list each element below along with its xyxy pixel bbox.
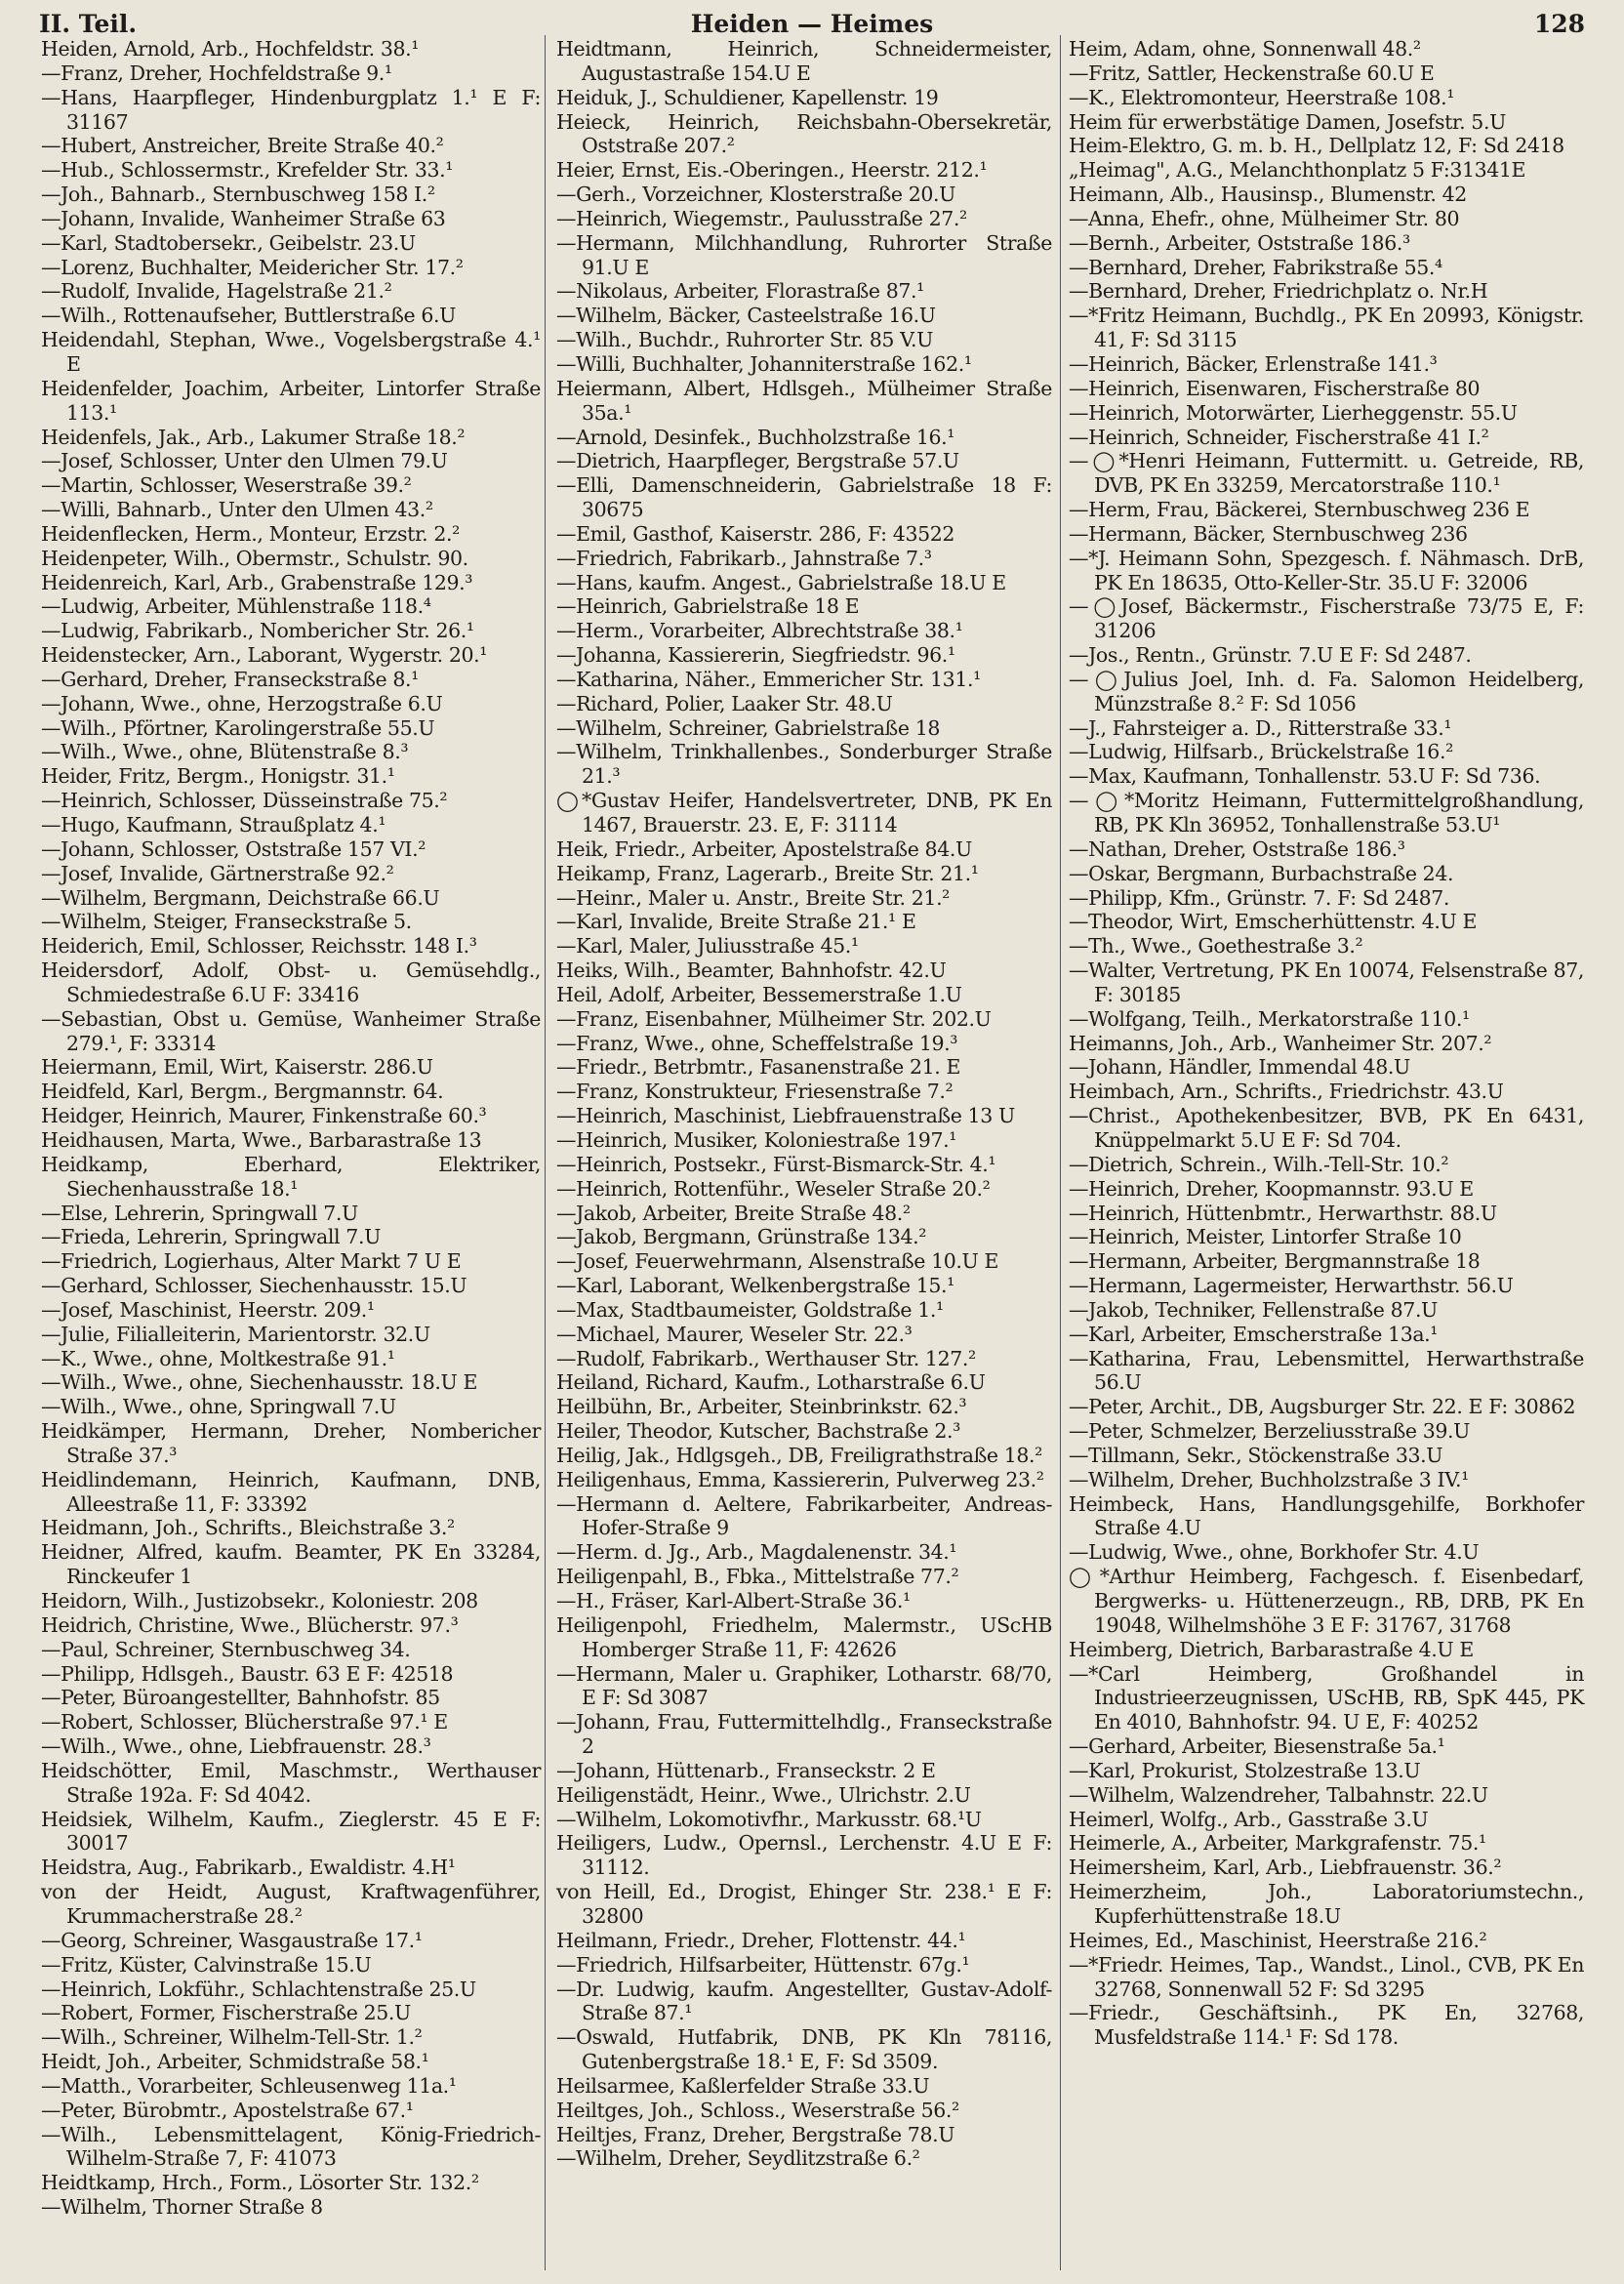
directory-entry: Heimersheim, Karl, Arb., Liebfrauenstr. 36.² (1069, 1856, 1502, 1880)
directory-entry: —Emil, Gasthof, Kaiserstr. 286, F: 43522 (556, 521, 955, 546)
directory-entry: —*Carl Heimberg, Großhandel in Industrieerzeugnissen, UScHB, RB, SpK 445, PK En 4010, Bahnhofstr. 94. U E, F: 40252 (1069, 1661, 1584, 1734)
directory-entry: Heiltges, Joh., Schloss., Weserstraße 56.² (556, 2098, 959, 2122)
directory-entry: —Hermann, Arbeiter, Bergmannstraße 18 (1069, 1249, 1481, 1274)
directory-entry: —Johann, Händler, Immendal 48.U (1069, 1055, 1410, 1080)
directory-entry: —◯Julius Joel, Inh. d. Fa. Salomon Heidelberg, Münzstraße 8.² F: Sd 1056 (1069, 667, 1584, 715)
directory-entry: Heimerl, Wolfg., Arb., Gasstraße 3.U (1069, 1807, 1429, 1831)
directory-entry: —Walter, Vertretung, PK En 10074, Felsenstraße 87, F: 30185 (1069, 958, 1584, 1006)
directory-entry: Heiland, Richard, Kaufm., Lotharstraße 6.U (556, 1370, 986, 1395)
directory-entry: —Peter, Archit., DB, Augsburger Str. 22. E F: 30862 (1069, 1395, 1576, 1419)
directory-entry: —Hugo, Kaufmann, Straußplatz 4.¹ (41, 813, 386, 836)
directory-entry: —Karl, Maler, Juliusstraße 45.¹ (556, 934, 859, 958)
directory-entry: —Rudolf, Invalide, Hagelstraße 21.² (41, 279, 392, 304)
directory-column-2 (556, 37, 1052, 2171)
directory-entry: —Josef, Schlosser, Unter den Ulmen 79.U (41, 449, 448, 473)
directory-entry: —*Fritz Heimann, Buchdlg., PK En 20993, Königstr. 41, F: Sd 3115 (1069, 304, 1584, 352)
directory-entry: —Katharina, Frau, Lebensmittel, Herwarthstraße 56.U (1069, 1346, 1584, 1395)
directory-entry: —Arnold, Desinfek., Buchholzstraße 16.¹ (556, 425, 955, 449)
directory-entry: Heidenflecken, Herm., Monteur, Erzstr. 2.² (41, 521, 460, 546)
directory-entry: —◯Josef, Bäckermstr., Fischerstraße 73/75 E, F: 31206 (1069, 594, 1584, 643)
directory-entry: —Gerh., Vorzeichner, Klosterstraße 20.U (556, 183, 956, 207)
directory-entry: —Max, Stadtbaumeister, Goldstraße 1.¹ (556, 1297, 944, 1322)
directory-column-1 (41, 37, 541, 2220)
directory-entry: —◯*Moritz Heimann, Futtermittelgroßhandlung, RB, PK Kln 36952, Tonhallenstraße 53.U¹ (1069, 789, 1584, 836)
directory-entry: —H., Fräser, Karl-Albert-Straße 36.¹ (556, 1589, 911, 1612)
directory-entry: —Frieda, Lehrerin, Springwall 7.U (41, 1225, 381, 1249)
directory-entry: —Th., Wwe., Goethestraße 3.² (1069, 934, 1363, 958)
directory-entry: —Paul, Schreiner, Sternbuschweg 34. (41, 1637, 411, 1661)
directory-entry: —Else, Lehrerin, Springwall 7.U (41, 1201, 358, 1225)
part-label: II. Teil. (39, 10, 138, 38)
directory-entry: Heidorn, Wilh., Justizobsekr., Koloniestr. 208 (41, 1589, 478, 1612)
directory-entry: —Heinrich, Dreher, Koopmannstr. 93.U E (1069, 1176, 1474, 1201)
directory-entry: —Wilh., Wwe., ohne, Liebfrauenstr. 28.³ (41, 1734, 431, 1759)
column-divider (545, 35, 546, 2270)
column-divider (1060, 35, 1061, 2270)
directory-entry: —Wilh., Wwe., ohne, Springwall 7.U (41, 1395, 396, 1419)
directory-entry: —Georg, Schreiner, Wasgaustraße 17.¹ (41, 1928, 423, 1952)
directory-entry: —Johann, Schlosser, Oststraße 157 VI.² (41, 836, 426, 861)
directory-entry: Heiligenpohl, Friedhelm, Malermstr., UScHB Homberger Straße 11, F: 42626 (556, 1612, 1052, 1661)
page-header (39, 6, 1585, 41)
directory-entry: —Hermann d. Aeltere, Fabrikarbeiter, Andreas-Hofer-Straße 9 (556, 1491, 1052, 1540)
directory-entry: Heilsarmee, Kaßlerfelder Straße 33.U (556, 2073, 930, 2098)
directory-entry: —Heinrich, Schneider, Fischerstraße 41 I.² (1069, 425, 1489, 449)
directory-entry: —Wilhelm, Bäcker, Casteelstraße 16.U (556, 304, 936, 328)
directory-column-3 (1069, 37, 1584, 2050)
directory-entry: Heidkamp, Eberhard, Elektriker, Siechenhausstraße 18.¹ (41, 1152, 541, 1201)
directory-entry: —Wilhelm, Walzendreher, Talbahnstr. 22.U (1069, 1782, 1488, 1807)
directory-entry: Heidlindemann, Heinrich, Kaufmann, DNB, Alleestraße 11, F: 33392 (41, 1467, 541, 1516)
directory-entry: —Josef, Invalide, Gärtnerstraße 92.² (41, 861, 394, 885)
directory-entry: —Johann, Invalide, Wanheimer Straße 63 (41, 206, 446, 230)
directory-entry: —Karl, Prokurist, Stolzestraße 13.U (1069, 1758, 1421, 1782)
directory-entry: —Anna, Ehefr., ohne, Mülheimer Str. 80 (1069, 206, 1460, 230)
directory-entry: Heikamp, Franz, Lagerarb., Breite Str. 21.¹ (556, 861, 979, 885)
directory-entry: Heiligenstädt, Heinr., Wwe., Ulrichstr. 2.U (556, 1782, 971, 1807)
directory-entry: —Hubert, Anstreicher, Breite Straße 40.² (41, 134, 444, 158)
directory-entry: —Gerhard, Dreher, Franseckstraße 8.¹ (41, 667, 419, 691)
directory-entry: Heidenfelder, Joachim, Arbeiter, Lintorfer Straße 113.¹ (41, 376, 541, 425)
directory-entry: —Peter, Bürobmtr., Apostelstraße 67.¹ (41, 2098, 414, 2122)
directory-entry: von der Heidt, August, Kraftwagenführer, Krummacherstraße 28.² (41, 1880, 541, 1928)
directory-entry: —Wolfgang, Teilh., Merkatorstraße 110.¹ (1069, 1006, 1470, 1031)
directory-entry: —Heinrich, Lokführ., Schlachtenstraße 25.U (41, 1977, 476, 2001)
directory-entry: —Heinrich, Postsekr., Fürst-Bismarck-Str. 4.¹ (556, 1152, 996, 1176)
directory-entry: —Peter, Schmelzer, Berzeliusstraße 39.U (1069, 1419, 1470, 1444)
directory-entry: —Christ., Apothekenbesitzer, BVB, PK En 6431, Knüppelmarkt 5.U E F: Sd 704. (1069, 1104, 1584, 1152)
directory-entry: Heidersdorf, Adolf, Obst- u. Gemüsehdlg., Schmiedestraße 6.U F: 33416 (41, 958, 541, 1006)
directory-entry: —Heinrich, Gabrielstraße 18 E (556, 594, 860, 619)
directory-entry: Heimberg, Dietrich, Barbarastraße 4.U E (1069, 1637, 1474, 1661)
directory-entry: —Hans, Haarpfleger, Hindenburgplatz 1.¹ E F: 31167 (41, 85, 541, 134)
directory-entry: Heidner, Alfred, kaufm. Beamter, PK En 33284, Rinckeufer 1 (41, 1540, 541, 1589)
directory-entry: —Wilh., Rottenaufseher, Buttlerstraße 6.U (41, 304, 457, 328)
directory-entry: —Philipp, Hdlsgeh., Baustr. 63 E F: 42518 (41, 1661, 454, 1686)
directory-entry: —Heinrich, Eisenwaren, Fischerstraße 80 (1069, 376, 1481, 400)
directory-entry: —Oskar, Bergmann, Burbachstraße 24. (1069, 861, 1454, 885)
directory-entry: —Rudolf, Fabrikarb., Werthauser Str. 127.² (556, 1346, 976, 1370)
directory-entry: Heim für erwerbstätige Damen, Josefstr. 5.U (1069, 109, 1506, 134)
directory-entry: —Gerhard, Arbeiter, Biesenstraße 5a.¹ (1069, 1734, 1445, 1759)
directory-entry: —Michael, Maurer, Weseler Str. 22.³ (556, 1322, 913, 1346)
directory-entry: —Karl, Arbeiter, Emscherstraße 13a.¹ (1069, 1322, 1439, 1346)
directory-entry: —Matth., Vorarbeiter, Schleusenweg 11a.¹ (41, 2073, 457, 2098)
directory-entry: Heidsiek, Wilhelm, Kaufm., Zieglerstr. 45 E F: 30017 (41, 1807, 541, 1856)
directory-entry: „Heimag", A.G., Melanchthonplatz 5 F:31341E (1069, 158, 1526, 183)
directory-entry: —Wilh., Lebensmittelagent, König-Friedrich-Wilhelm-Straße 7, F: 41073 (41, 2122, 541, 2171)
directory-entry: Heilig, Jak., Hdlgsgeh., DB, Freiligrathstraße 18.² (556, 1443, 1042, 1467)
directory-entry: —Hub., Schlossermstr., Krefelder Str. 33.¹ (41, 158, 454, 183)
directory-entry: —Wilh., Schreiner, Wilhelm-Tell-Str. 1.² (41, 2025, 423, 2050)
directory-entry: —Gerhard, Schlosser, Siechenhausstr. 15.U (41, 1274, 467, 1298)
directory-entry: —Wilh., Pförtner, Karolingerstraße 55.U (41, 715, 435, 740)
directory-entry: —Friedr., Geschäftsinh., PK En, 32768, Musfeldstraße 114.¹ F: Sd 178. (1069, 2001, 1584, 2050)
directory-entry: Heidendahl, Stephan, Wwe., Vogelsbergstraße 4.¹ E (41, 328, 541, 376)
directory-entry: —Franz, Wwe., ohne, Scheffelstraße 19.³ (556, 1031, 958, 1055)
directory-entry: Heidtmann, Heinrich, Schneidermeister, Augustastraße 154.U E (556, 37, 1052, 85)
directory-entry: Heim-Elektro, G. m. b. H., Dellplatz 12, F: Sd 2418 (1069, 134, 1564, 158)
directory-entry: —Bernh., Arbeiter, Oststraße 186.³ (1069, 230, 1410, 255)
directory-entry: Heiduk, J., Schuldiener, Kapellenstr. 19 (556, 85, 939, 109)
directory-entry: —Heinrich, Rottenführ., Weseler Straße 20.² (556, 1176, 991, 1201)
directory-entry: Heier, Ernst, Eis.-Oberingen., Heerstr. 212.¹ (556, 158, 988, 183)
directory-entry: —Wilhelm, Bergmann, Deichstraße 66.U (41, 885, 440, 910)
directory-entry: —Max, Kaufmann, Tonhallenstr. 53.U F: Sd 736. (1069, 764, 1541, 789)
directory-entry: —Heinrich, Meister, Lintorfer Straße 10 (1069, 1225, 1462, 1249)
directory-entry: Heiligers, Ludw., Opernsl., Lerchenstr. 4.U E F: 31112. (556, 1831, 1052, 1880)
directory-entry: —Heinrich, Wiegemstr., Paulusstraße 27.² (556, 206, 967, 230)
directory-entry: —◯*Henri Heimann, Futtermitt. u. Getreide, RB, DVB, PK En 33259, Mercatorstraße 110.¹ (1069, 449, 1584, 498)
directory-entry: Heimerzheim, Joh., Laboratoriumstechn., Kupferhüttenstraße 18.U (1069, 1880, 1584, 1928)
directory-entry: —Herm. d. Jg., Arb., Magdalenenstr. 34.¹ (556, 1540, 957, 1565)
page-number: 128 (1533, 10, 1585, 38)
directory-entry: Heidger, Heinrich, Maurer, Finkenstraße 60.³ (41, 1104, 487, 1128)
directory-entry: —Ludwig, Wwe., ohne, Borkhofer Str. 4.U (1069, 1540, 1480, 1565)
directory-entry: Heimbeck, Hans, Handlungsgehilfe, Borkhofer Straße 4.U (1069, 1491, 1584, 1540)
directory-entry: —Josef, Maschinist, Heerstr. 209.¹ (41, 1297, 375, 1322)
directory-entry: —Karl, Stadtobersekr., Geibelstr. 23.U (41, 230, 416, 255)
directory-entry: Heiks, Wilh., Beamter, Bahnhofstr. 42.U (556, 958, 947, 983)
directory-entry: Heiligenhaus, Emma, Kassiererin, Pulverweg 23.² (556, 1467, 1044, 1491)
directory-entry: Heilbühn, Br., Arbeiter, Steinbrinkstr. 62.³ (556, 1395, 967, 1419)
directory-entry: —Karl, Invalide, Breite Straße 21.¹ E (556, 910, 916, 934)
directory-entry: —Robert, Schlosser, Blücherstraße 97.¹ E (41, 1710, 448, 1734)
directory-entry: Heidmann, Joh., Schrifts., Bleichstraße 3.² (41, 1516, 455, 1540)
directory-entry: —Karl, Laborant, Welkenbergstraße 15.¹ (556, 1274, 954, 1298)
directory-entry: —Wilhelm, Trinkhallenbes., Sonderburger Straße 21.³ (556, 740, 1052, 789)
directory-entry: —Dietrich, Haarpfleger, Bergstraße 57.U (556, 449, 959, 473)
directory-entry: —Wilh., Wwe., ohne, Blütenstraße 8.³ (41, 740, 409, 764)
directory-entry: —Franz, Konstrukteur, Friesenstraße 7.² (556, 1080, 954, 1104)
directory-entry: —Heinrich, Bäcker, Erlenstraße 141.³ (1069, 351, 1438, 376)
directory-entry: Heiderich, Emil, Schlosser, Reichsstr. 148 I.³ (41, 934, 477, 958)
directory-entry: —Friedrich, Fabrikarb., Jahnstraße 7.³ (556, 546, 932, 570)
directory-entry: —Fritz, Sattler, Heckenstraße 60.U E (1069, 61, 1435, 85)
directory-entry: —Elli, Damenschneiderin, Gabrielstraße 18 F: 30675 (556, 473, 1052, 522)
directory-entry: Heidhausen, Marta, Wwe., Barbarastraße 13 (41, 1127, 482, 1152)
directory-entry: —Hans, kaufm. Angest., Gabrielstraße 18.U E (556, 570, 1006, 594)
directory-entry: —Peter, Büroangestellter, Bahnhofstr. 85 (41, 1686, 440, 1710)
directory-entry: —Fritz, Küster, Calvinstraße 15.U (41, 1952, 372, 1977)
directory-entry: Heidfeld, Karl, Bergm., Bergmannstr. 64. (41, 1080, 444, 1104)
directory-entry: —Heinrich, Schlosser, Düsseinstraße 75.² (41, 789, 448, 813)
directory-entry: —Ludwig, Arbeiter, Mühlenstraße 118.⁴ (41, 594, 431, 619)
directory-entry: —Nikolaus, Arbeiter, Florastraße 87.¹ (556, 279, 924, 304)
directory-entry: —Tillmann, Sekr., Stöckenstraße 33.U (1069, 1443, 1443, 1467)
directory-entry: Heidenfels, Jak., Arb., Lakumer Straße 18.² (41, 425, 466, 449)
directory-entry: Heilmann, Friedr., Dreher, Flottenstr. 44.¹ (556, 1928, 966, 1952)
directory-entry: Heil, Adolf, Arbeiter, Bessemerstraße 1.U (556, 982, 962, 1006)
directory-entry: Heider, Fritz, Bergm., Honigstr. 31.¹ (41, 764, 395, 789)
directory-entry: —Wilhelm, Schreiner, Gabrielstraße 18 (556, 715, 940, 740)
directory-entry: —Heinrich, Motorwärter, Lierheggenstr. 55.U (1069, 400, 1518, 425)
directory-entry: —Jos., Rentn., Grünstr. 7.U E F: Sd 2487. (1069, 643, 1472, 668)
directory-entry: —Johann, Frau, Futtermittelhdlg., Franseckstraße 2 (556, 1710, 1052, 1759)
directory-entry: —Martin, Schlosser, Weserstraße 39.² (41, 473, 412, 498)
directory-entry: —J., Fahrsteiger a. D., Ritterstraße 33.¹ (1069, 715, 1452, 740)
directory-entry: —Friedr., Betrbmtr., Fasanenstraße 21. E (556, 1055, 961, 1080)
directory-entry: —Willi, Bahnarb., Unter den Ulmen 43.² (41, 498, 433, 522)
directory-entry: —Hermann, Maler u. Graphiker, Lotharstr. 68/70, E F: Sd 3087 (556, 1661, 1052, 1710)
directory-entry: Heidschötter, Emil, Maschmstr., Werthauser Straße 192a. F: Sd 4042. (41, 1758, 541, 1807)
directory-entry: —Philipp, Kfm., Grünstr. 7. F: Sd 2487. (1069, 885, 1450, 910)
directory-entry: —K., Wwe., ohne, Moltkestraße 91.¹ (41, 1346, 395, 1370)
directory-entry: Heidstra, Aug., Fabrikarb., Ewaldistr. 4.H¹ (41, 1856, 456, 1880)
directory-entry: —Dietrich, Schrein., Wilh.-Tell-Str. 10.² (1069, 1152, 1449, 1176)
directory-entry: Heimann, Alb., Hausinsp., Blumenstr. 42 (1069, 183, 1467, 207)
directory-entry: —Ludwig, Hilfsarb., Brückelstraße 16.² (1069, 740, 1453, 764)
directory-entry: —Wilh., Buchdr., Ruhrorter Str. 85 V.U (556, 328, 933, 352)
directory-entry: —Willi, Buchhalter, Johanniterstraße 162.¹ (556, 351, 972, 376)
directory-entry: —Heinrich, Musiker, Koloniestraße 197.¹ (556, 1127, 957, 1152)
directory-entry: Heidkämper, Hermann, Dreher, Nombericher Straße 37.³ (41, 1419, 541, 1467)
directory-entry: —Bernhard, Dreher, Fabrikstraße 55.⁴ (1069, 255, 1442, 279)
directory-entry: —Katharina, Näher., Emmericher Str. 131.¹ (556, 667, 981, 691)
directory-entry: —Johanna, Kassiererin, Siegfriedstr. 96.¹ (556, 643, 955, 668)
directory-entry: —Julie, Filialleiterin, Marientorstr. 32.U (41, 1322, 430, 1346)
directory-entry: Heidenstecker, Arn., Laborant, Wygerstr. 20.¹ (41, 643, 488, 668)
directory-entry: —Josef, Feuerwehrmann, Alsenstraße 10.U E (556, 1249, 999, 1274)
directory-entry: —Jakob, Bergmann, Grünstraße 134.² (556, 1225, 927, 1249)
directory-entry: —Wilhelm, Lokomotivfhr., Markusstr. 68.¹U (556, 1807, 982, 1831)
directory-entry: —Heinrich, Hüttenbmtr., Herwarthstr. 88.U (1069, 1201, 1497, 1225)
directory-entry: —Franz, Eisenbahner, Mülheimer Str. 202.U (556, 1006, 992, 1031)
directory-entry: Heimerle, A., Arbeiter, Markgrafenstr. 75.¹ (1069, 1831, 1486, 1856)
directory-entry: —Wilhelm, Dreher, Seydlitzstraße 6.² (556, 2146, 920, 2171)
directory-entry: —Bernhard, Dreher, Friedrichplatz o. Nr.H (1069, 279, 1488, 304)
directory-entry: Heiler, Theodor, Kutscher, Bachstraße 2.³ (556, 1419, 960, 1444)
directory-entry: —Nathan, Dreher, Oststraße 186.³ (1069, 836, 1405, 861)
directory-entry: —Dr. Ludwig, kaufm. Angestellter, Gustav-Adolf-Straße 87.¹ (556, 1977, 1052, 2025)
directory-entry: —Joh., Bahnarb., Sternbuschweg 158 I.² (41, 183, 435, 207)
directory-entry: —Wilhelm, Dreher, Buchholzstraße 3 IV.¹ (1069, 1467, 1469, 1491)
directory-entry: —Heinr., Maler u. Anstr., Breite Str. 21.² (556, 885, 950, 910)
directory-entry: —*Friedr. Heimes, Tap., Wandst., Linol., CVB, PK En 32768, Sonnenwall 52 F: Sd 3295 (1069, 1952, 1584, 2001)
directory-entry: —Herm., Vorarbeiter, Albrechtstraße 38.¹ (556, 619, 963, 643)
directory-entry: —Friedrich, Hilfsarbeiter, Hüttenstr. 67g.¹ (556, 1952, 970, 1977)
directory-entry: Heiden, Arnold, Arb., Hochfeldstr. 38.¹ (41, 37, 420, 61)
directory-entry: Heiermann, Albert, Hdlsgeh., Mülheimer Straße 35a.¹ (556, 376, 1052, 425)
directory-entry: —Jakob, Techniker, Fellenstraße 87.U (1069, 1297, 1438, 1322)
directory-entry: —Wilhelm, Thorner Straße 8 (41, 2195, 323, 2220)
directory-entry: ◯*Gustav Heifer, Handelsvertreter, DNB, PK En 1467, Brauerstr. 23. E, F: 31114 (556, 789, 1052, 836)
directory-entry: —Hermann, Lagermeister, Herwarthstr. 56.U (1069, 1274, 1514, 1298)
directory-entry: —Johann, Wwe., ohne, Herzogstraße 6.U (41, 691, 443, 715)
directory-entry: —Theodor, Wirt, Emscherhüttenstr. 4.U E (1069, 910, 1478, 934)
directory-entry: —Jakob, Arbeiter, Breite Straße 48.² (556, 1201, 911, 1225)
directory-entry: Heidenreich, Karl, Arb., Grabenstraße 129.³ (41, 570, 473, 594)
directory-entry: Heim, Adam, ohne, Sonnenwall 48.² (1069, 37, 1421, 61)
directory-entry: —K., Elektromonteur, Heerstraße 108.¹ (1069, 85, 1455, 109)
running-head: Heiden — Heimes (690, 10, 934, 38)
directory-entry: Heiltjes, Franz, Dreher, Bergstraße 78.U (556, 2122, 955, 2146)
directory-entry: Heidtkamp, Hrch., Form., Lösorter Str. 132.² (41, 2171, 479, 2195)
directory-entry: —Herm, Frau, Bäckerei, Sternbuschweg 236 E (1069, 498, 1530, 522)
directory-entry: —Franz, Dreher, Hochfeldstraße 9.¹ (41, 61, 392, 85)
directory-entry: —Friedrich, Logierhaus, Alter Markt 7 U E (41, 1249, 462, 1274)
directory-entry: —Wilhelm, Steiger, Franseckstraße 5. (41, 910, 412, 934)
directory-entry: ◯*Arthur Heimberg, Fachgesch. f. Eisenbedarf, Bergwerks- u. Hüttenerzeugn., RB, DRB, PK En 19048, Wilhelmshöhe 3 E F: 31767, 31768 (1069, 1565, 1584, 1637)
directory-entry: —Wilh., Wwe., ohne, Siechenhausstr. 18.U E (41, 1370, 478, 1395)
directory-entry: Heimanns, Joh., Arb., Wanheimer Str. 207.² (1069, 1031, 1492, 1055)
directory-entry: Heidrich, Christine, Wwe., Blücherstr. 97.³ (41, 1612, 459, 1637)
directory-entry: —*J. Heimann Sohn, Spezgesch. f. Nähmasch. DrB, PK En 18635, Otto-Keller-Str. 35.U F: 32006 (1069, 546, 1584, 594)
directory-entry: —Hermann, Bäcker, Sternbuschweg 236 (1069, 521, 1468, 546)
directory-entry: Heieck, Heinrich, Reichsbahn-Obersekretär, Oststraße 207.² (556, 109, 1052, 158)
directory-entry: Heiermann, Emil, Wirt, Kaiserstr. 286.U (41, 1055, 433, 1080)
directory-entry: Heiligenpahl, B., Fbka., Mittelstraße 77.² (556, 1565, 959, 1589)
directory-entry: von Heill, Ed., Drogist, Ehinger Str. 238.¹ E F: 32800 (556, 1880, 1052, 1928)
directory-entry: Heidenpeter, Wilh., Obermstr., Schulstr. 90. (41, 546, 468, 570)
directory-entry: —Hermann, Milchhandlung, Ruhrorter Straße 91.U E (556, 230, 1052, 279)
directory-entry: Heimbach, Arn., Schrifts., Friedrichstr. 43.U (1069, 1080, 1504, 1104)
directory-entry: —Robert, Former, Fischerstraße 25.U (41, 2001, 411, 2025)
directory-entry: —Oswald, Hutfabrik, DNB, PK Kln 78116, Gutenbergstraße 18.¹ E, F: Sd 3509. (556, 2025, 1052, 2074)
directory-entry: Heik, Friedr., Arbeiter, Apostelstraße 84.U (556, 836, 972, 861)
directory-entry: —Ludwig, Fabrikarb., Nombericher Str. 26.¹ (41, 619, 474, 643)
directory-entry: —Johann, Hüttenarb., Franseckstr. 2 E (556, 1758, 936, 1782)
directory-entry: —Lorenz, Buchhalter, Meidericher Str. 17.² (41, 255, 464, 279)
directory-entry: —Sebastian, Obst u. Gemüse, Wanheimer Straße 279.¹, F: 33314 (41, 1006, 541, 1055)
directory-entry: Heimes, Ed., Maschinist, Heerstraße 216.² (1069, 1928, 1487, 1952)
directory-entry: Heidt, Joh., Arbeiter, Schmidstraße 58.¹ (41, 2050, 429, 2074)
directory-entry: —Richard, Polier, Laaker Str. 48.U (556, 691, 893, 715)
directory-entry: —Heinrich, Maschinist, Liebfrauenstraße 13 U (556, 1104, 1015, 1128)
